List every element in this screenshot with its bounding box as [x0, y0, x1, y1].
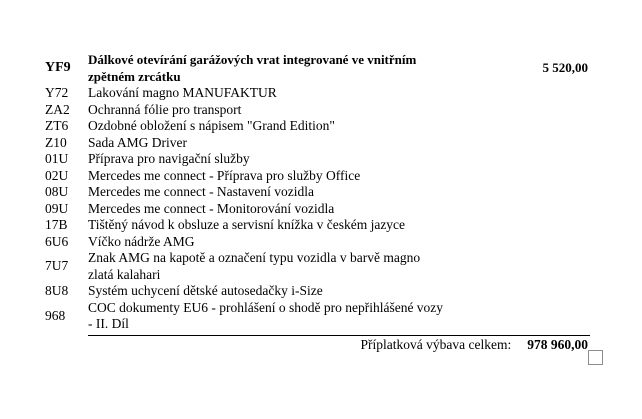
item-description: Víčko nádrže AMG: [88, 233, 195, 249]
items-list: [45, 85, 590, 333]
item-description: Ochranná fólie pro transport: [88, 101, 242, 117]
item-description: Sada AMG Driver: [88, 134, 187, 150]
item-description: Příprava pro navigační služby: [88, 151, 250, 166]
list-item: [45, 102, 590, 119]
list-item: [45, 85, 590, 102]
list-item: [45, 151, 590, 168]
item-code: 8U8: [45, 283, 69, 298]
list-item: [45, 300, 590, 333]
item-price: 5 520,00: [542, 60, 588, 76]
item-description: Dálkové otevírání garážových vrat integrované ve vnitřním zpětném zrcátku: [88, 52, 417, 84]
item-code: ZT6: [45, 118, 69, 133]
list-item: [45, 217, 590, 234]
item-code: Z10: [45, 134, 67, 150]
item-code: 01U: [45, 151, 69, 166]
item-description: Lakování magno MANUFAKTUR: [88, 85, 277, 100]
list-item: [45, 184, 590, 201]
total-label: Příplatková výbava celkem:: [360, 336, 512, 352]
item-code: 968: [45, 307, 66, 323]
item-code: 7U7: [45, 258, 69, 274]
item-description: Tištěný návod k obsluze a servisní knížka v českém jazyce: [88, 217, 406, 232]
list-item: [45, 234, 590, 251]
list-item: [45, 118, 590, 135]
item-description: Systém uchycení dětské autosedačky i-Size: [88, 283, 323, 298]
list-item: [45, 168, 590, 185]
item-code: 08U: [45, 184, 69, 199]
item-code: 17B: [45, 217, 68, 232]
total-row: [45, 336, 590, 353]
item-description: Znak AMG na kapotě a označení typu vozidla v barvě magno zlatá kalahari: [88, 250, 421, 282]
item-description: COC dokumenty EU6 - prohlášení o shodě pro nepřihlášené vozy - II. Díl: [88, 299, 444, 331]
list-item: [45, 283, 590, 300]
item-code: YF9: [45, 60, 71, 76]
item-description: Ozdobné obložení s nápisem "Grand Edition": [88, 118, 335, 133]
item-description: Mercedes me connect - Monitorování vozidla: [88, 200, 335, 216]
list-item: [45, 135, 590, 152]
header-item-row: [45, 52, 590, 85]
item-code: 6U6: [45, 233, 69, 249]
list-item: [45, 201, 590, 218]
equipment-list: [45, 52, 590, 353]
item-description: Mercedes me connect - Příprava pro služby Office: [88, 167, 361, 183]
item-code: 09U: [45, 200, 69, 216]
list-item: [45, 250, 590, 283]
checkbox[interactable]: [588, 350, 603, 365]
item-code: 02U: [45, 167, 69, 183]
total-value: 978 960,00: [527, 336, 588, 352]
item-description: Mercedes me connect - Nastavení vozidla: [88, 184, 315, 199]
item-code: Y72: [45, 85, 69, 100]
item-code: ZA2: [45, 101, 70, 117]
